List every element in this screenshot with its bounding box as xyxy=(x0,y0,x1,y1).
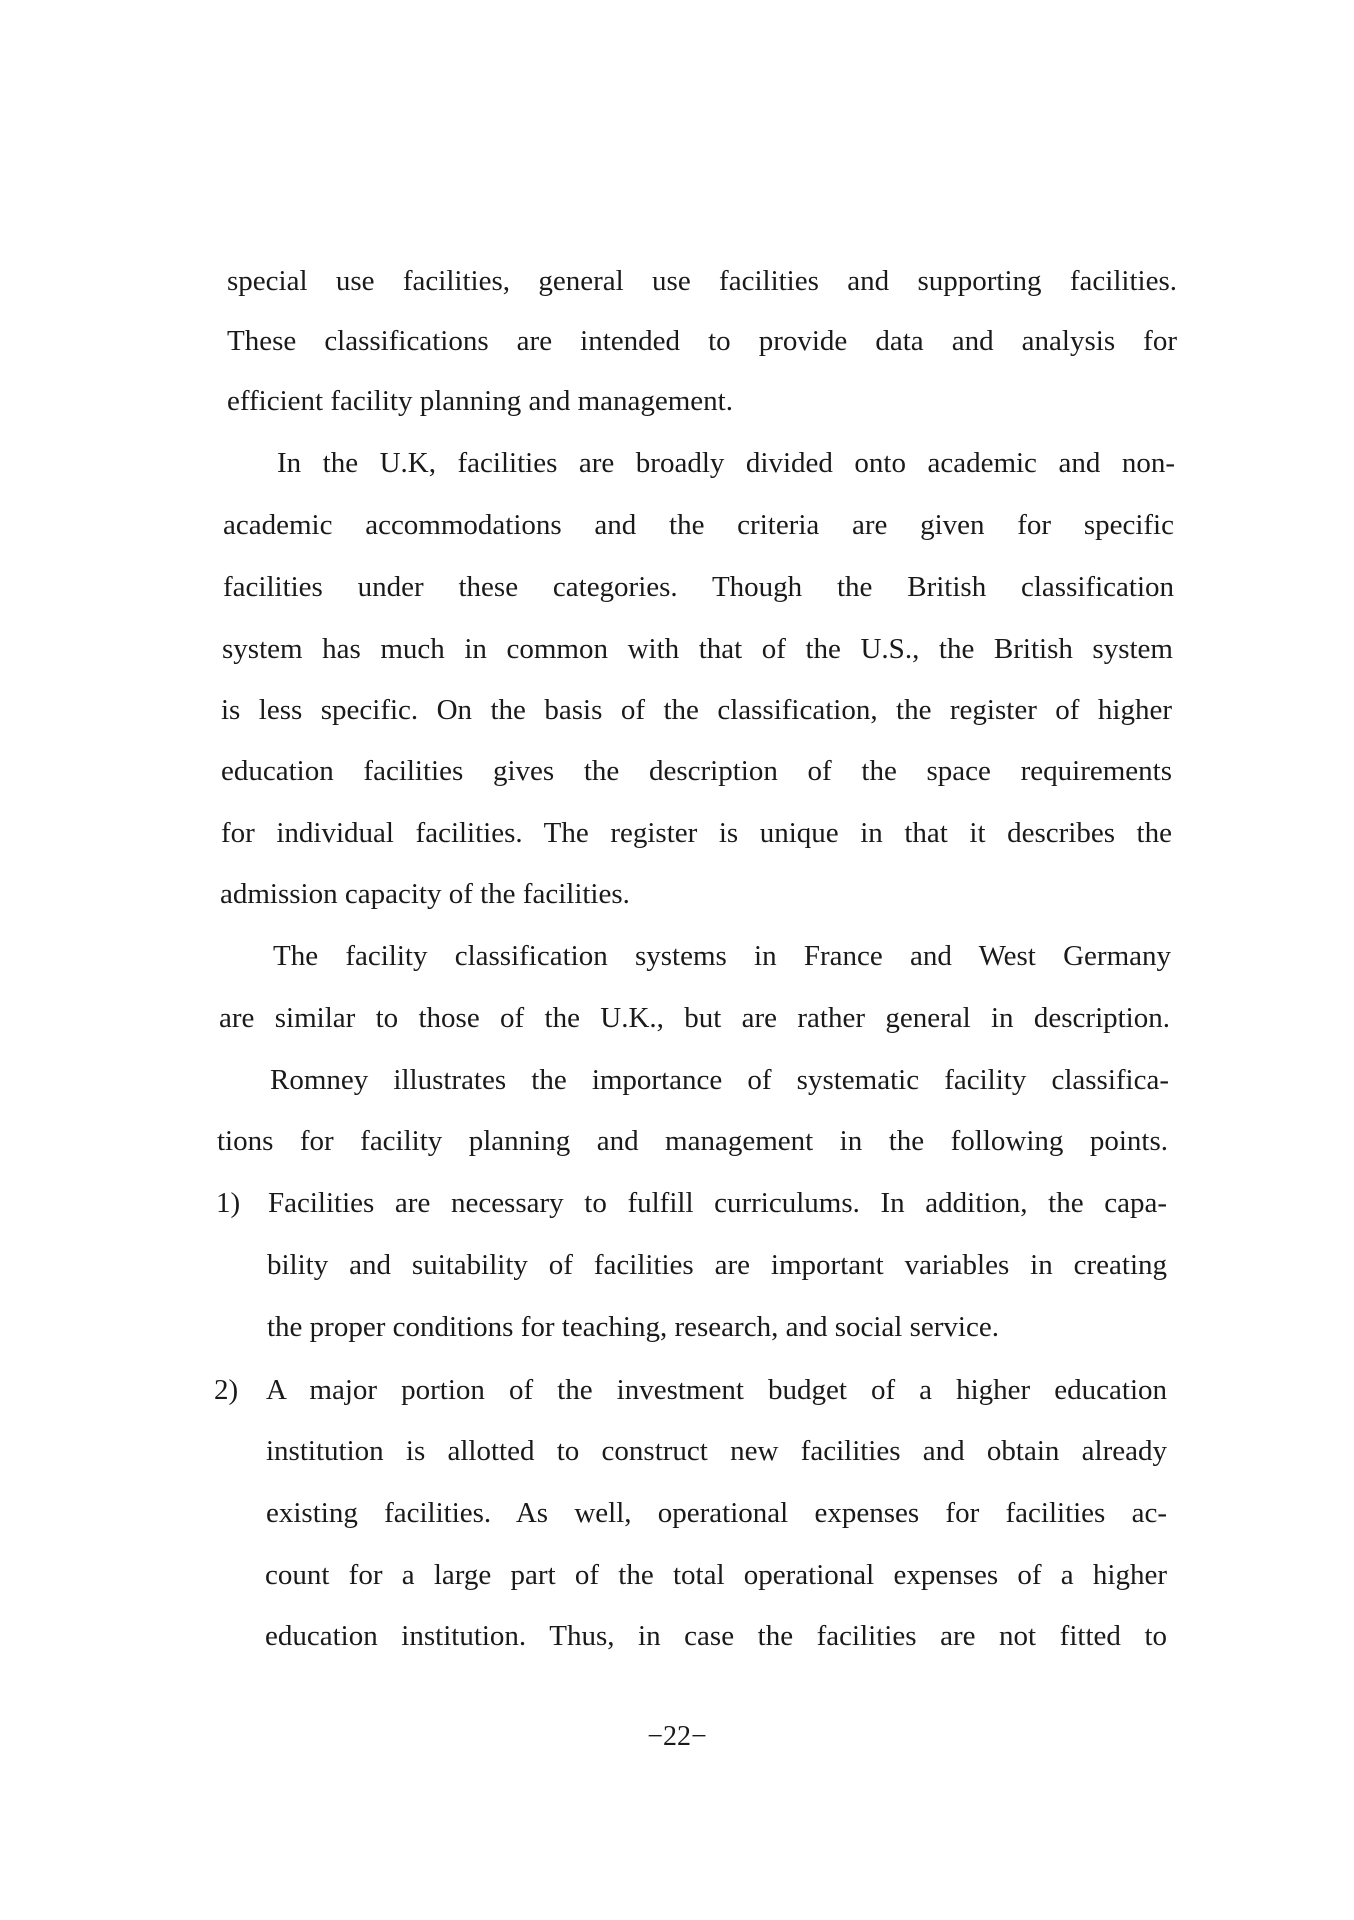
text-line: existing facilities. As well, operational expenses for facilities ac- xyxy=(266,1497,1167,1529)
text-line: tions for facility planning and management in the following points. xyxy=(217,1125,1168,1157)
text-line: is less specific. On the basis of the classification, the register of higher xyxy=(221,694,1172,726)
text-line: Romney illustrates the importance of systematic facility classifica- xyxy=(270,1064,1169,1096)
text-line: In the U.K, facilities are broadly divided onto academic and non- xyxy=(277,447,1175,479)
text-line: the proper conditions for teaching, research, and social service. xyxy=(267,1311,999,1343)
text-line: for individual facilities. The register is unique in that it describes the xyxy=(221,817,1172,849)
text-line: Facilities are necessary to fulfill curriculums. In addition, the capa- xyxy=(268,1187,1167,1219)
list-marker: 2) xyxy=(214,1374,239,1406)
text-line: count for a large part of the total operational expenses of a higher xyxy=(265,1559,1167,1591)
text-line: education institution. Thus, in case the facilities are not fitted to xyxy=(265,1620,1167,1652)
text-line: A major portion of the investment budget of a higher education xyxy=(266,1374,1167,1406)
text-line: admission capacity of the facilities. xyxy=(220,878,630,910)
text-line: academic accommodations and the criteria are given for specific xyxy=(223,509,1174,541)
text-line: efficient facility planning and management. xyxy=(227,385,733,417)
text-line: facilities under these categories. Though the British classification xyxy=(223,571,1174,603)
text-line: The facility classification systems in France and West Germany xyxy=(273,940,1171,972)
text-line: These classifications are intended to provide data and analysis for xyxy=(227,325,1177,357)
text-line: institution is allotted to construct new facilities and obtain already xyxy=(266,1435,1167,1467)
text-line: special use facilities, general use facilities and supporting facilities. xyxy=(227,265,1177,297)
text-line: are similar to those of the U.K., but are rather general in description. xyxy=(219,1002,1170,1034)
list-marker: 1) xyxy=(216,1187,241,1219)
text-line: education facilities gives the description of the space requirements xyxy=(221,755,1172,787)
page-number: −22− xyxy=(647,1721,707,1752)
text-line: bility and suitability of facilities are important variables in creating xyxy=(267,1249,1167,1281)
text-line: system has much in common with that of the U.S., the British system xyxy=(222,633,1173,665)
